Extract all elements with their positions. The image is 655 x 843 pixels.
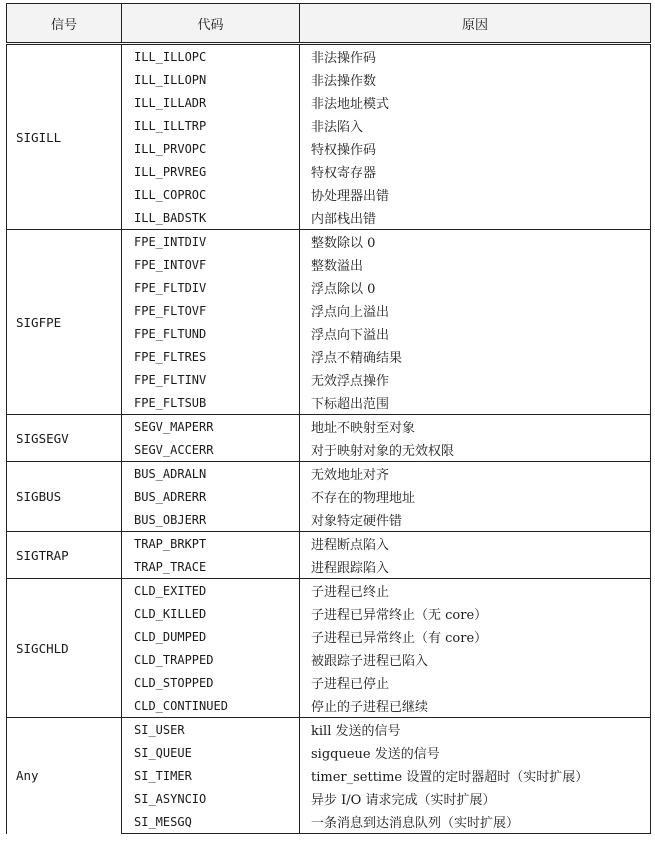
code-cell: BUS_ADRERR xyxy=(122,485,300,508)
table-row xyxy=(7,532,651,556)
reason-cell: 浮点除以 0 xyxy=(300,276,651,299)
code-cell: BUS_OBJERR xyxy=(122,508,300,532)
header-signal: 信号 xyxy=(7,4,122,44)
reason-cell: timer_settime 设置的定时器超时（实时扩展） xyxy=(300,764,651,787)
code-cell: FPE_INTOVF xyxy=(122,253,300,276)
reason-cell: 子进程已异常终止（有 core） xyxy=(300,625,651,648)
table-row xyxy=(7,579,651,603)
reason-cell: 被跟踪子进程已陷入 xyxy=(300,648,651,671)
reason-cell: 非法地址模式 xyxy=(300,91,651,114)
reason-cell: 无效浮点操作 xyxy=(300,368,651,391)
signal-code-table-container xyxy=(6,3,650,834)
table-row xyxy=(7,230,651,254)
code-cell: SEGV_MAPERR xyxy=(122,415,300,439)
table-row xyxy=(7,718,651,742)
code-cell: CLD_TRAPPED xyxy=(122,648,300,671)
code-cell: TRAP_TRACE xyxy=(122,555,300,579)
code-cell: CLD_STOPPED xyxy=(122,671,300,694)
code-cell: SI_USER xyxy=(122,718,300,742)
signal-cell: SIGBUS xyxy=(7,462,122,532)
code-cell: FPE_FLTDIV xyxy=(122,276,300,299)
reason-cell: 非法陷入 xyxy=(300,114,651,137)
code-cell: ILL_ILLOPN xyxy=(122,68,300,91)
signal-code-table xyxy=(6,3,651,834)
reason-cell: 对于映射对象的无效权限 xyxy=(300,438,651,462)
code-cell: CLD_CONTINUED xyxy=(122,694,300,718)
reason-cell: 内部栈出错 xyxy=(300,206,651,230)
code-cell: ILL_ILLOPC xyxy=(122,44,300,69)
header-code: 代码 xyxy=(122,4,300,44)
reason-cell: 进程跟踪陷入 xyxy=(300,555,651,579)
code-cell: FPE_FLTOVF xyxy=(122,299,300,322)
reason-cell: sigqueue 发送的信号 xyxy=(300,741,651,764)
code-cell: FPE_FLTINV xyxy=(122,368,300,391)
code-cell: BUS_ADRALN xyxy=(122,462,300,486)
table-header xyxy=(7,4,651,44)
table-body xyxy=(7,44,651,834)
reason-cell: 下标超出范围 xyxy=(300,391,651,415)
reason-cell: 异步 I/O 请求完成（实时扩展） xyxy=(300,787,651,810)
reason-cell: 特权操作码 xyxy=(300,137,651,160)
code-cell: SEGV_ACCERR xyxy=(122,438,300,462)
reason-cell: 整数溢出 xyxy=(300,253,651,276)
code-cell: FPE_FLTUND xyxy=(122,322,300,345)
signal-cell: SIGFPE xyxy=(7,230,122,415)
code-cell: SI_MESGQ xyxy=(122,810,300,834)
reason-cell: 一条消息到达消息队列（实时扩展） xyxy=(300,810,651,834)
reason-cell: 停止的子进程已继续 xyxy=(300,694,651,718)
code-cell: SI_ASYNCIO xyxy=(122,787,300,810)
reason-cell: 进程断点陷入 xyxy=(300,532,651,556)
reason-cell: 非法操作码 xyxy=(300,44,651,69)
reason-cell: 非法操作数 xyxy=(300,68,651,91)
code-cell: ILL_PRVOPC xyxy=(122,137,300,160)
reason-cell: 子进程已异常终止（无 core） xyxy=(300,602,651,625)
table-row xyxy=(7,44,651,69)
reason-cell: 特权寄存器 xyxy=(300,160,651,183)
code-cell: FPE_FLTRES xyxy=(122,345,300,368)
reason-cell: 整数除以 0 xyxy=(300,230,651,254)
signal-cell: Any xyxy=(7,718,122,834)
reason-cell: kill 发送的信号 xyxy=(300,718,651,742)
code-cell: CLD_EXITED xyxy=(122,579,300,603)
header-reason: 原因 xyxy=(300,4,651,44)
signal-cell: SIGILL xyxy=(7,44,122,230)
code-cell: ILL_COPROC xyxy=(122,183,300,206)
code-cell: SI_QUEUE xyxy=(122,741,300,764)
signal-cell: SIGCHLD xyxy=(7,579,122,718)
table-row xyxy=(7,462,651,486)
reason-cell: 无效地址对齐 xyxy=(300,462,651,486)
code-cell: FPE_INTDIV xyxy=(122,230,300,254)
reason-cell: 浮点向下溢出 xyxy=(300,322,651,345)
reason-cell: 地址不映射至对象 xyxy=(300,415,651,439)
signal-cell: SIGTRAP xyxy=(7,532,122,579)
code-cell: FPE_FLTSUB xyxy=(122,391,300,415)
reason-cell: 不存在的物理地址 xyxy=(300,485,651,508)
code-cell: TRAP_BRKPT xyxy=(122,532,300,556)
signal-cell: SIGSEGV xyxy=(7,415,122,462)
table-row xyxy=(7,415,651,439)
reason-cell: 子进程已终止 xyxy=(300,579,651,603)
code-cell: CLD_KILLED xyxy=(122,602,300,625)
code-cell: ILL_ILLADR xyxy=(122,91,300,114)
reason-cell: 浮点不精确结果 xyxy=(300,345,651,368)
code-cell: ILL_ILLTRP xyxy=(122,114,300,137)
reason-cell: 子进程已停止 xyxy=(300,671,651,694)
reason-cell: 对象特定硬件错 xyxy=(300,508,651,532)
code-cell: SI_TIMER xyxy=(122,764,300,787)
reason-cell: 协处理器出错 xyxy=(300,183,651,206)
code-cell: ILL_BADSTK xyxy=(122,206,300,230)
reason-cell: 浮点向上溢出 xyxy=(300,299,651,322)
header-row xyxy=(7,4,651,44)
code-cell: ILL_PRVREG xyxy=(122,160,300,183)
code-cell: CLD_DUMPED xyxy=(122,625,300,648)
